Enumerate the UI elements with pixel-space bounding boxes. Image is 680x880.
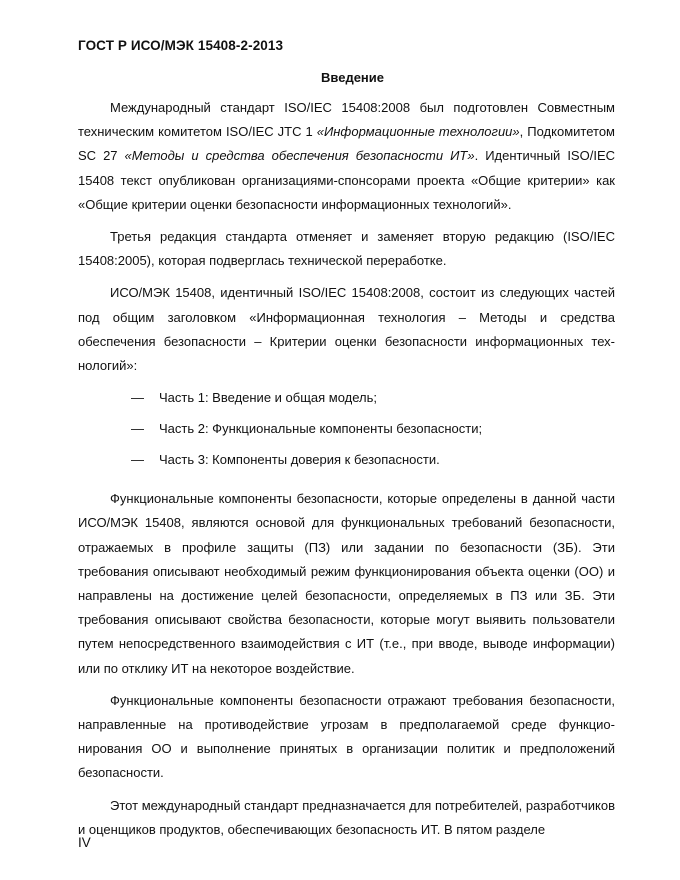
paragraph-audience: Этот международный стандарт предназначается для потребителей, разработчиков и оценщиков продуктов, обеспечивающих безопасность ИТ. В пятом разделе <box>78 797 615 837</box>
document-header: ГОСТ Р ИСО/МЭК 15408-2-2013 <box>78 38 284 53</box>
page-number: IV <box>78 835 91 850</box>
paragraph-text: Международный стандарт ISO/IEC 15408:2008 был подготовлен Совместным техническим комитетом ISO/IEC JTC 1 <box>78 100 615 140</box>
committee-name: «Информационные технологии» <box>316 124 520 140</box>
list-item-text: Часть 3: Компоненты доверия к безопасности. <box>159 452 440 468</box>
parts-list <box>78 386 615 479</box>
list-item-text: Часть 2: Функциональные компоненты безопасности; <box>159 421 483 437</box>
dash-marker: — <box>131 421 144 437</box>
list-item-text: Часть 1: Введение и общая модель; <box>159 390 378 406</box>
section-title: Введение <box>321 70 384 85</box>
paragraph-functional-components: Функциональные компоненты безопасности, которые определены в данной части ИСО/МЭК 15408, являются основой для функциональных требований безопасности, отражаемых в профиле защиты (ПЗ) или задании по безопасности (ЗБ). Эти требования описывают необходимый режим функционирования объекта оценки (ОО) и направлены на достижение целей безопасности, определяемых в ПЗ или ЗБ. Эти требования описывают свойства безопасности, которые могут выявить пользователи путем непосредственного взаимодействия с ИТ (т.е., при вводе, выводе информации) или по отклику ИТ на некоторое воздействие. <box>78 491 615 676</box>
paragraph-parts: ИСО/МЭК 15408, идентичный ISO/IEC 15408:2008, состоит из следующих частей под общим заголовком «Информационная технология – Методы и средства обеспечения безопасности – Критерии оценки безопасности информационных технологий»: <box>78 285 615 374</box>
paragraph-threats: Функциональные компоненты безопасности отражают требования безопасности, направленные на противодействие угрозам в предполагаемой среде функционирования ОО и выполнение принятых в организации политик и предположений безопасности. <box>78 692 615 781</box>
paragraph-intro <box>78 96 615 217</box>
dash-marker: — <box>131 390 144 406</box>
dash-marker: — <box>131 452 144 468</box>
paragraph-edition: Третья редакция стандарта отменяет и заменяет вторую редакцию (ISO/IEC 15408:2005), которая подверглась технической переработке. <box>78 229 615 269</box>
document-body <box>78 96 615 850</box>
paragraph-text: , Подкомитетом SC 27 <box>78 124 615 164</box>
list-item <box>78 417 615 448</box>
list-item <box>78 448 615 479</box>
list-item <box>78 386 615 417</box>
subcommittee-name: «Методы и средства обеспечения безопасности ИТ» <box>124 148 475 164</box>
paragraph-text: . Идентичный ISO/IEC 15408 текст опубликован организациями-спонсорами проекта «Общие критерии» как «Общие критерии оценки безопасности информационных технологий». <box>78 148 615 212</box>
